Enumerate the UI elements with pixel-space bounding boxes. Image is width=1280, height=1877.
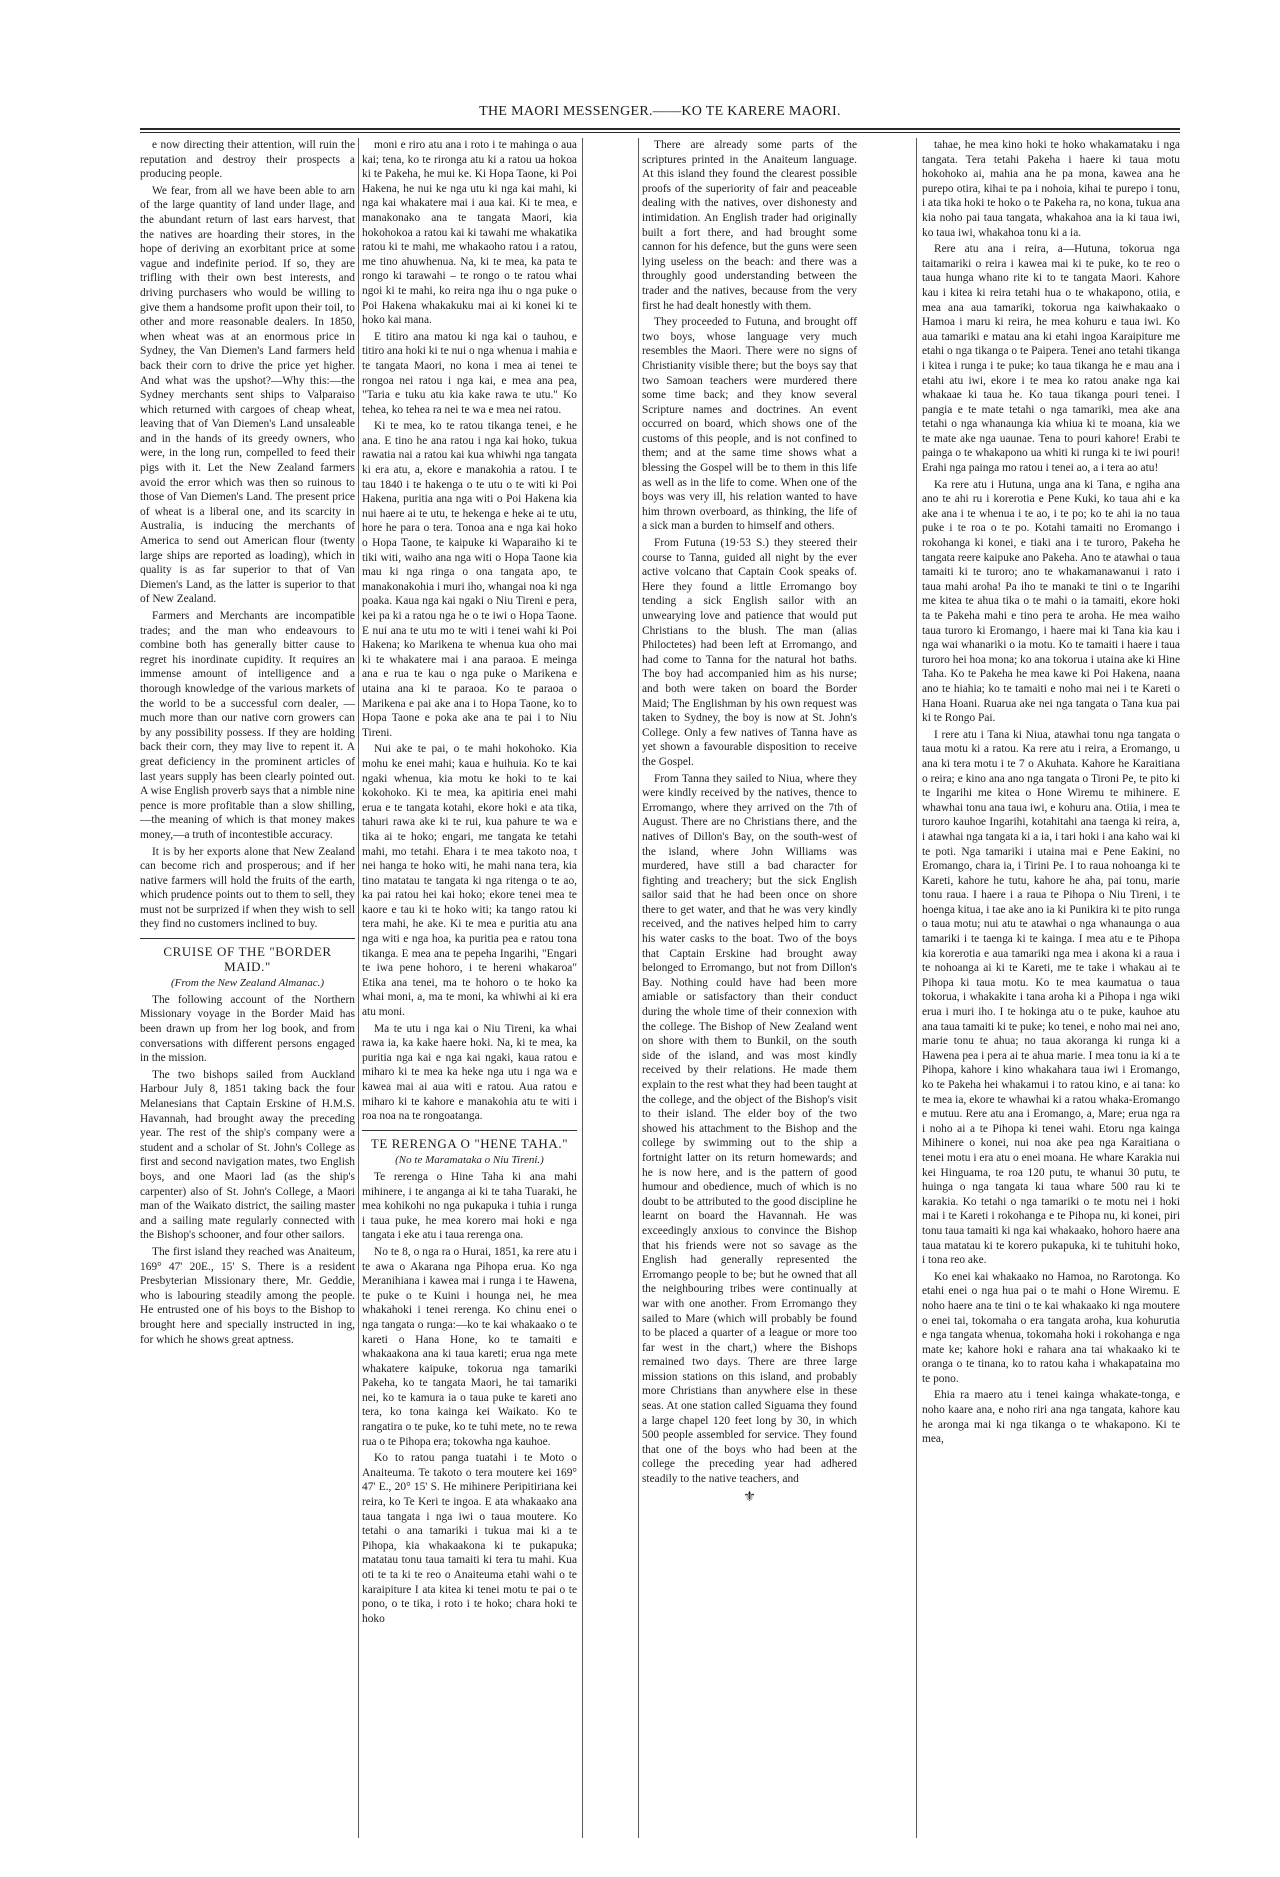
paragraph: Ma te utu i nga kai o Niu Tireni, ka whai rawa ia, ka kake haere hoki. Na, ki te mea, ka puritia nga kai e nga kai ngaki, kaua ratou e miharo ki te mea ka heke nga utu i nga wa e kawea mai ai aua witi e ratou. Aua ratou e miharo ki te kahore e manakohia atu te witi i roa noa na te rongoatanga. (362, 1022, 577, 1123)
paragraph: From Futuna (19·53 S.) they steered their course to Tanna, guided all night by the ever active volcano that Captain Cook speaks of. Here they found a little Erromango boy tending a sick English sailor with an unwearying love and patience that would put Christians to the blush. The man (alias Philoctetes) had been left at Erromango, and had come to Tanna for the natural hot baths. The boy had accompanied him as his nurse; and both were taken on board the Border Maid; The Englishman by his own request was taken to Sydney, the boy is now at St. John's College. Only a few natives of Tanna have as yet shown a favourable disposition to receive the Gospel. (642, 537, 857, 768)
masthead-rule (140, 128, 1180, 133)
paragraph: Ka rere atu i Hutuna, unga ana ki Tana, e ngiha ana ano te ahi ru i korerotia e Pene Kuki, ko taua ahi e ka ake ana i te whenua i te ao, i te po; ko te ahi ia no taua puke i te roa o te po. Kotahi tamaiti no Eromango i rokohanga ki konei, e tiaki ana i te turoro, Pakeha he tangata reere kaipuke ano Pakeha. Ano te atawhai o taua tamaiti ki te turoro; ano te whakamanawanui i rato i taua mahi aroha! Pa iho te manaki te tini o te Ingarihi me kitea te ahua tika o te mahi o ia tamaiti, ekore hoki ta te Pakeha mahi e tino pera te aroha. He mea waiho taua turoro ki Eromango, i haere mai ki Tana kia kau i nga wai whanariki o ia motu. Ko te tamaiti i haere i taua turoro hei hoa mona; ko ana tokorua i utaina ake ki Hine Taha. Ko te Pakeha he mea kawe ki Poi Hakena, naana ano te hiahia; ko te tamaiti e noho mai nei i te Kareti o Hana Hoani. Ruarua ake nei nga tangata o Tana kua pai ki te Rongo Pai. (922, 478, 1180, 725)
paragraph: tahae, he mea kino hoki te hoko whakamataku i nga tangata. Tera tetahi Pakeha i haere ki taua motu hokohoko ai, mahia ana he pa mona, kawea ana he purepo otira, kihai te pa i nohoia, kihai te purepo i tonu, i ata tika hoki te hoko o te Pakeha ra, no kona, tukua ana kia noho pai taua tangata, whakahoa ana ia ki taua iwi, ko taua iwi, whakahoa tonu ki a ia. (922, 139, 1180, 239)
section-heading: TE RERENGA O "HENE TAHA." (370, 1135, 569, 1151)
section-rule (362, 1130, 577, 1131)
paragraph: From Tanna they sailed to Niua, where they were kindly received by the natives, thence to Erromango, where they arrived on the 7th of August. There are no Christians there, and the natives of Dillon's Bay, on the south-west of the island, where John Williams was murdered, have still a bad character for fighting and treachery; but the sick English sailor said that he had been once on shore there to get water, and that he was very kindly received, and the natives helped him to carry his water casks to the boat. Two of the boys that Captain Erskine had brought away belonged to Erromango, but not from Dillon's Bay. Nothing could have had been more amiable or satisfactory than their conduct during the whole time of their connexion with the college. The Bishop of New Zealand went on shore with them to Bunkil, on the south side of the island, and was most kindly received by their relations. He made them explain to the rest what they had been taught at the college, and the object of the Bishop's visit to their island. The elder boy of the two showed his attachment to the Bishop and the college by swimming out to the ship a fortnight latter on its return homewards; and he is now here, and is the pattern of good humour and obedience, much of which is no doubt to be attributed to the good discipline he learnt on board the Havannah. He was exceedingly anxious to convince the Bishop that his friends were not so savage as the English had generally represented the Erromango people to be; but he owned that all the neighbouring tribes were continually at war with one another. From Erromango they sailed to Mare (which will probably be found to be placed a quarter of a league or more too far west in the chart,) where the Bishops remained two days. There are three large mission stations on this island, and probably more Christians than anywhere else in these seas. At one station called Siguama they found a large chapel 120 feet long by 30, in which 500 people assembled for service. They found that one of the boys who had been at the college the preceding year had adhered steadily to the native teachers, and (642, 772, 857, 1486)
paragraph: Ko to ratou panga tuatahi i te Moto o Anaiteuma. Te takoto o tera moutere kei 169° 47' E., 20° 15' S. He mihinere Peripitiriana kei reira, ko Te Keri te ingoa. E ata whakaako ana taua tangata i nga iwi o taua moutere. Ko tetahi o ana tamariki i tukua mai ki a te Pihopa, kia whakaakona ki te pukapuka; matatau tonu taua tamaiti ki tera tu mahi. Kua oti te ta ki te reo o Anaiteuma etahi wahi o te karaipiture I ata kitea ki tenei motu te pai o te pono, o te tika, i roto i te hoko; chara hoki te hoko (362, 1452, 577, 1625)
column-4 (922, 138, 1180, 1838)
masthead-title: THE MAORI MESSENGER.——KO TE KARERE MAORI. (479, 104, 841, 119)
section-source: (No te Maramataka o Niu Tireni.) (395, 1154, 544, 1167)
paragraph: E titiro ana matou ki nga kai o tauhou, e titiro ana hoki ki te nui o nga whenua i mahia e te tangata Maori, no kona i mea ai tenei te rongoa nei ratou i nga kai, e mea ana pea, "Taria e tuku atu kia kake rawa te utu." Ko tehea, ko tehea ra nei te wa e mea nei ratou. (362, 330, 577, 416)
paragraph: The first island they reached was Anaiteum, 169° 47' 20E., 15' S. There is a resident Presbyterian Missionary there, Mr. Geddie, who is labouring steadily among the people. He entrusted one of his boys to the Bishop to brought here and specially instructed in ing, for which he shows great aptness. (140, 1245, 355, 1346)
paragraph: We fear, from all we have been able to arn of the large quantity of land under llage, and the abundant return of last ears harvest, that the natives are hoarding their stores, in the hope of deriving an exorbitant price at some vague and indefinite period. If so, they are trifling with their own best interests, and driving purchasers who would be willing to give them a handsome profit upon their toil, to other and more reasonable dealers. In 1850, when wheat was at an enormous price in Sydney, the Van Diemen's Land farmers held back their corn to drive the price yet higher. And what was the upshot?—Why this:—the Sydney merchants sent ships to Valparaiso which returned with cargoes of cheap wheat, leaving that of Van Diemen's Land unsaleable and in the hands of its greedy owners, who were, in the long run, compelled to feed their pigs with it. Let the New Zealand farmers avoid the error which was then so ruinous to those of Van Diemen's Land. The present price of wheat is a liberal one, and its scarcity in Australia, is inducing the merchants of America to send out American flour (twenty large ships are reported as loading), which in quality is as far superior to that of Van Diemen's Land, as the latter is superior to that of New Zealand. (140, 184, 355, 606)
column-2 (362, 138, 577, 1838)
section-source: (From the New Zealand Almanac.) (170, 977, 325, 990)
column-divider (358, 138, 359, 1838)
paragraph: Ko enei kai whakaako no Hamoa, no Rarotonga. Ko etahi enei o nga hua pai o te mahi o Hone Wiremu. E noho haere ana te tini o te kai whakaako ki nga moutere o enei tai, tokomaha o era tangata aroha, kua kohurutia e nga tangata whenua, tokomaha hoki i rokohanga e nga mate ke; kahore hoki e rahara ana tai whakaako ki te oranga o te tinana, ko to ratou kaha i whakapataina mo te pono. (922, 1270, 1180, 1385)
paragraph: It is by her exports alone that New Zealand can become rich and prosperous; and if her native farmers will hold the fruits of the earth, which prudence points out to them to sell, they must not be surprized if when they wish to sell they find no customers inclined to buy. (140, 845, 355, 931)
column-divider (916, 138, 917, 1838)
paragraph: There are already some parts of the scriptures printed in the Anaiteum language. At this island they found the clearest possible proofs of the superiority of fair and peaceable dealing with the natives, over dishonesty and intimidation. An English trader had originally built a fort there, and had brought some cannon for his defence, but the guns were seen lying useless on the beach: and there was a throughly good understanding between the trader and the natives, because from the very first he had dealt honestly with them. (642, 139, 857, 312)
column-1 (140, 138, 355, 1838)
paragraph: Ehia ra maero atu i tenei kainga whakate-tonga, e noho kaare ana, e noho riri ana nga tangata, kahore kau he aronga mai ki nga tikanga o te whakapono. Ki te mea, (922, 1389, 1180, 1446)
paragraph: No te 8, o nga ra o Hurai, 1851, ka rere atu i te awa o Akarana nga Pihopa erua. Ko nga Meranihiana i kawea mai i runga i te Hawena, te puke o te Kuini i hounga nei, he mea whakahoki i tenei rerenga. Ko chinu enei o nga tangata o runga:—ko te kai whakaako o te kareti o Hana Hone, ko te tamaiti e whakaakona ana ki taua kareti; erua nga mete whakatere kaipuke, tokorua nga tamariki Pakeha, ko te tangata Maori, he tai tamariki nei, ko te kamura ia o taua puke te kareti ano tera, ko tona kainga kei Waikato. Ko te rangatira o te puke, ko te tuhi mete, no te rewa rua o te Pihopa era; tokowha nga kauhoe. (362, 1245, 577, 1448)
column-divider (582, 138, 583, 1838)
paragraph: Nui ake te pai, o te mahi hokohoko. Kia mohu ke enei mahi; kaua e huihuia. Ko te kai ngaki whenua, kia motu ke hoki to te kai kokohoko. Ki te mea, ka apitiria enei mahi erua e te tangata kotahi, ekore hoki e ata tika, tahuri rawa ake ki te rui, kua pahure te wa e tika ai te hoko; engari, me tangata ke tetahi mahi, mo tetahi. Ehara i te mea takoto noa, t nei hanga te hoko witi, he mahi nana tera, kia tino matatau te tangata ki nga ritenga o te ao, ka pai ratou hei kai hoko; ekore tenei mea te kaore e tau ki te hoko witi; ka tango ratou ki tera mahi, he ake. Ki te mea e puritia atu ana nga witi e nga hoa, ka puritia pea e ratou tona tikanga. E mea ana te pepeha Ingarihi, "Engari te iwa pene hohoro, i te hereni whakaroa" Etika ana tenei, ma te hohoro o te hoko ka whai moni, a, ma te moni, ka whiwhi ai ki era atu moni. (362, 743, 577, 1019)
paragraph: They proceeded to Futuna, and brought off two boys, whose language very much resembles the Maori. There were no signs of Christianity visible there; but the boys say that two Samoan teachers were murdered there some time back; and they know several Scripture names and doctrines. An event occurred on board, which shows one of the customs of this people, and is not confined to them; and at the same time shows what a blessing the Gospel will be to them in this life as well as in the life to come. When one of the boys was very ill, his relation wanted to have him thrown overboard, as thinking, the life of a sick man a burden to himself and others. (642, 316, 857, 533)
paragraph: Ki te mea, ko te ratou tikanga tenei, e he ana. E tino he ana ratou i nga kai hoko, tukua rawatia nai a ratou kai kua whiwhi nga tangata ki era atu, a, ekore e manakohia a ratou. I te tau 1840 i te hakenga o te utu o te witi ki Poi Hakena, puritia ana nga witi o Poi Hakena kia nui haere ai te utu, te hekenga e heke ai te utu, hore he para o tera. Tonoa ana e nga kai hoko o Hopa Taone, te kaipuke ki Waparaiho ki te tiki witi, waiho ana nga witi o Hopa Taone kia mau ki nga ringa o ona tangata apo, te manakonakohia i muri iho, whangai noa ki nga poaka. Kaua nga kai ngaki o Niu Tireni e pera, kei pa ki a ratou nga he o te iwi o Hopa Taone. E nui ana te utu mo te witi i tenei wahi ki Poi Hakena; ko Marikena te whenua kua oho mai ki te whakatere mai i ana paraoa. E meinga ana e rua te kau o nga puke o Marikena e utaina ana ki te paraoa. Ko te paraoa o Marikena e pai ake ana i to Hopa Taone, ko to Hopa Taone e poka ake ana te pai i to Niu Tireni. (362, 420, 577, 739)
paragraph: moni e riro atu ana i roto i te mahinga o aua kai; tena, ko te rironga atu ki a ratou ua hokoa ki te Pakeha, he mui ke. Ki Hopa Taone, ki Poi Hakena, he nui ke nga utu ki nga kai mahi, ki nga kai whakatere mai i aua kai. Ki te mea, e manakonako ana te tangata Maori, kia hokohokoa a ratou kai ki tawahi me whakatika ratou ki te mahi, me whakaoho ratou i a ratou, me tino ahuwhenua. Na, ki te mea, ka pata te rongo ki tarawahi – te rongo o te ratou whai ngoi ki te mahi, ko reira nga ihu o nga puke o Poi Hakena whakakuku mai ai ki konei ki te hoko kai mana. (362, 139, 577, 327)
paragraph: e now directing their attention, will ruin the reputation and destroy their prospects a producing people. (140, 139, 355, 181)
column-3 (642, 138, 857, 1838)
paragraph: Farmers and Merchants are incompatible trades; and the man who endeavours to combine both has generally bitter cause to regret his inordinate cupidity. It requires an immense amount of intelligence and a thorough knowledge of the various markets of the world to be a successful corn dealer, —much more than our native corn growers can by any possibility possess. If they are holding back their corn, they may live to repent it. A great deficiency in the prominent articles of last years supply has been clearly pointed out. A wise English proverb says that a nimble nine pence is more profitable than a slow shilling,—the meaning of which is that money makes money,—a truth of incontestible accuracy. (140, 610, 355, 841)
paragraph: The following account of the Northern Missionary voyage in the Border Maid has been drawn up from her log book, and from conversations with different persons engaged in the mission. (140, 993, 355, 1065)
paragraph: The two bishops sailed from Auckland Harbour July 8, 1851 taking back the four Melanesians that Captain Erskine of H.M.S. Havannah, had brought away the preceding year. The rest of the ship's company were a student and a scholar of St. John's College as first and second navigation mates, two English boys, and one Maori lad (as the ship's carpenter) also of St. John's College, a Maori man of the Waikato district, the sailing master and a sailing mate regularly connected with the Bishop's schooner, and four other sailors. (140, 1068, 355, 1242)
printer-ornament-icon: ⚜ (743, 1489, 756, 1505)
section-heading: CRUISE OF THE "BORDER MAID." (163, 944, 332, 974)
column-divider (638, 138, 639, 1838)
paragraph: I rere atu i Tana ki Niua, atawhai tonu nga tangata o taua motu ki a ratou. Ka rere atu i reira, a Eromango, u ana ki tera motu i te 7 o Akuhata. Kahore he Karaitiana o reira; e kino ana ano nga tangata o Tironi Pe, te pito ki te Ingarihi me kitea o Hone Wiremu te mihinere. E whawhai tonu ana taua iwi, e kohuru ana. Otiia, i mea te turoro kauhoe Ingarihi, kotahitahi ana taenga ki reira, a, i atawhai nga tangata ki a ia, i tari hoki i ana kaho wai ki te poti. Nga tamariki i utaina mai e Pene Eakini, no Eromango, chara ia, i Tirini Pe. I to raua nohoanga ki te Kareti, kahore he tutu, kahore he aha, pai tonu, marie tonu raua. I haere i a raua te Pihopa o Niu Tireni, i te hoenga kitua, i tae ake ano ia ki Punikira ki te pito runga o taua motu; nui atu te atawhai o nga whanaunga o aua tamariki i te taenga ki te kainga. I mea atu e te Pihopa kia korerotia e aua tamariki nga mea i akona ki a raua i te nohoanga ai ki te Kareti, me te take i whakau ai te Pihopa ki taua motu. Ko te mea kaumatua o taua tokorua, i whakakite i tana aroha ki a Pihopa i nga wiki erua i muri iho. I te hokinga atu o te puke, kauhoe atu ana taua tamaiti ki te puke; ko tenei, e noho mai nei ano, marie tonu te ahua; no taua akoranga ki runga ki a Hawena pea i pera ai te ahua marie. I mea tonu ia ki a te Pihopa, kahore i kino whakahara taua iwi i Eromango, ko te Pakeha hei whakamui i to ratou kino, e ai tana: ko te mea ia, ekore te whawhai ki a ratou whaka-Eromango e mutuu. Rere atu ana i Eromango, a, Mare; erua nga ra i noho ai a te Pihopa ki tenei wahi. Etoru nga kainga Mihinere o konei, nui noa ake pea nga Karaitiana o tenei motu i era atu o enei moana. He whare Karakia nui kei Hinguama, te roa 120 putu, te whanui 30 putu, te huinga o nga tangata ki taua whare 500 rau ki te karakia. Ko tetahi o nga tamariki o te motu nei i hoki mai i te Kareti i rokohanga e te Pihopa nu, ki konei, piri tonu taua tamaiti ki nga kai whakaako, hohoro haere ana taua matatau ki te korero pukapuka, ki te tuhituhi hoko, i tona reo ake. (922, 728, 1180, 1267)
paragraph: Rere atu ana i reira, a—Hutuna, tokorua nga taitamariki o reira i kawea mai ki te puke, ko te reo o taua hunga whano rite ki to te tangata Maori. Kahore kau i kitea ki reira tetahi hua o te whakapono, otiia, e mea ana aua tamariki, tokorua nga kaiwhakaako o Hamoa i maru ki reira, he mea kohuru e taua iwi. Ko aua tamariki e matau ana ki etahi ingoa Karaipiture me etahi o nga tikanga o te Paipera. Tenei ano tetahi tikanga i kitea i runga i te puke; ko taua tikanga he e mau ana i etahi atu iwi, ekore i te mea ko ratou anake nga kai whakaae ki taua he. Ko taua tikanga pouri tenei. I pangia e te mate tetahi o nga tamariki, mea ake ana tetahi o nga whanaunga kia whiua ki te moana, kia we te mate ake nga uaunae. Tena to pouri kahore! Erabi te painga o te whakapono ua whiti ki runga ki te iwi pouri! Erahi nga painga mo ratou i tenei ao, a i tera ao atu! (922, 243, 1180, 475)
paragraph: Te rerenga o Hine Taha ki ana mahi mihinere, i te anganga ai ki te taha Tuaraki, he mea kohikohi no nga pukapuka i tuhia i runga i taua puke, he mea korero mai hoki e nga tangata i eke atu i taua rerenga ona. (362, 1170, 577, 1242)
section-rule (140, 938, 355, 939)
